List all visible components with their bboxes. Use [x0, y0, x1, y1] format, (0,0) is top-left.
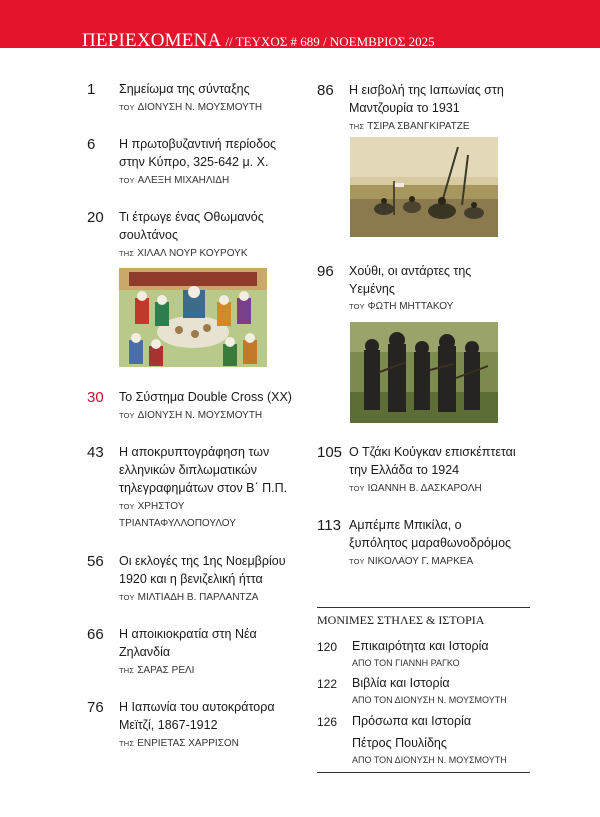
- entry-author: ΤΟΥ ΧΡΗΣΤΟΥ: [119, 501, 185, 512]
- ottoman-feast-illustration: [119, 268, 267, 367]
- entry-page: 30: [87, 389, 104, 406]
- entry-page: 56: [87, 553, 104, 570]
- entry-page: 43: [87, 444, 104, 461]
- entry-title-line: 1920 και η βενιζελική ήττα: [119, 572, 263, 586]
- entry-title-line: τηλεγραφημάτων στον Β΄ Π.Π.: [119, 481, 288, 495]
- entry-title-line: ελληνικών διπλωματικών: [119, 463, 258, 477]
- entry-title-line: σουλτάνος: [119, 228, 178, 242]
- regular-title-line: Πέτρος Πουλίδης: [352, 736, 447, 750]
- entry-page: 113: [317, 517, 341, 534]
- entry-author-line: ΤΡΙΑΝΤΑΦΥΛΛΟΠΟΥΛΟΥ: [119, 518, 236, 529]
- regular-title-line: Πρόσωπα και Ιστορία: [352, 714, 472, 728]
- header-issue: // ΤΕΥΧΟΣ # 689 / ΝΟΕΜΒΡΙΟΣ 2025: [225, 34, 435, 49]
- entry-page: 96: [317, 263, 334, 280]
- regular-page: 126: [317, 715, 338, 729]
- manchuria-invasion-photo: [350, 137, 498, 237]
- entry-author: ΤΟΥ ΑΛΕΞΗ ΜΙΧΑΗΛΙΔΗ: [119, 175, 230, 186]
- entry-title-line: Τι έτρωγε ένας Οθωμανός: [119, 210, 264, 224]
- entry-page: 20: [87, 209, 104, 226]
- entry-page: 1: [87, 81, 96, 98]
- entry-title-line: Αμπέμπε Μπικίλα, ο: [349, 518, 462, 532]
- regular-page: 120: [317, 640, 338, 654]
- entry-page: 105: [317, 444, 343, 461]
- entry-title-line: Η αποικιοκρατία στη Νέα: [119, 627, 257, 641]
- entry-author: ΤΗΣ ΤΣΙΡΑ ΣΒΑΝΓΚΙΡΑΤΖΕ: [349, 121, 470, 132]
- entry-title-line: Ο Τζάκι Κούγκαν επισκέπτεται: [349, 445, 516, 459]
- entry-page: 6: [87, 136, 96, 153]
- entry-page: 76: [87, 699, 104, 716]
- entry-author: ΤΟΥ ΔΙΟΝΥΣΗ Ν. ΜΟΥΣΜΟΥΤΗ: [119, 410, 263, 421]
- regular-author: ΑΠΟ ΤΟΝ ΔΙΟΝΥΣΗ Ν. ΜΟΥΣΜΟΥΤΗ: [352, 695, 507, 705]
- entry-title-line: Η αποκρυπτογράφηση των: [119, 445, 270, 459]
- entry-title: Σημείωμα της σύνταξης: [119, 82, 250, 96]
- entry-author: ΤΗΣ ΧΙΛΑΛ ΝΟΥΡ ΚΟΥΡΟΥΚ: [119, 248, 248, 259]
- entry-page: 66: [87, 626, 104, 643]
- entry-author: ΤΗΣ ΕΝΡΙΕΤΑΣ ΧΑΡΡΙΣΟΝ: [119, 738, 239, 749]
- page-header: [0, 0, 600, 51]
- entry-title-line: Η Ιαπωνία του αυτοκράτορα: [119, 700, 275, 714]
- entry-title-line: στην Κύπρο, 325-642 μ. Χ.: [119, 155, 269, 169]
- entry-title-line: Ζηλανδία: [119, 645, 171, 659]
- regular-author: ΑΠΟ ΤΟΝ ΓΙΑΝΝΗ ΡΑΓΚΟ: [352, 658, 460, 668]
- regular-author: ΑΠΟ ΤΟΝ ΔΙΟΝΥΣΗ Ν. ΜΟΥΣΜΟΥΤΗ: [352, 755, 507, 765]
- regular-page: 122: [317, 677, 338, 691]
- entry-title-line: Μαντζουρία το 1931: [349, 101, 460, 115]
- entry-title-line: Η εισβολή της Ιαπωνίας στη: [349, 83, 504, 97]
- entry-title-line: Μεϊτζί, 1867-1912: [119, 718, 218, 732]
- entry-title-line: Χούθι, οι αντάρτες της: [349, 264, 472, 278]
- entry-author: ΤΗΣ ΣΑΡΑΣ ΡΕΛΙ: [119, 665, 195, 676]
- section-divider-top: [317, 607, 530, 608]
- regular-title: Βιβλία και Ιστορία: [352, 676, 450, 690]
- entry-title-line: την Ελλάδα το 1924: [349, 463, 460, 477]
- entry-title-line: Η πρωτοβυζαντινή περίοδος: [119, 137, 277, 151]
- entry-author: ΤΟΥ ΔΙΟΝΥΣΗ Ν. ΜΟΥΣΜΟΥΤΗ: [119, 102, 263, 113]
- entry-author: ΤΟΥ ΙΩΑΝΝΗ Β. ΔΑΣΚΑΡΟΛΗ: [349, 483, 482, 494]
- section-divider-bottom: [317, 772, 530, 773]
- header-text: [82, 30, 435, 52]
- entry-title-line: ξυπόλητος μαραθωνοδρόμος: [349, 536, 512, 550]
- regular-title: Επικαιρότητα και Ιστορία: [352, 639, 489, 653]
- regular-columns-title: ΜΟΝΙΜΕΣ ΣΤΗΛΕΣ & ΙΣΤΟΡΙΑ: [317, 613, 485, 627]
- header-title: ΠΕΡΙΕΧΟΜΕΝΑ: [82, 30, 222, 51]
- entry-title: Το Σύστημα Double Cross (XX): [119, 390, 292, 404]
- entry-author: ΤΟΥ ΜΙΛΤΙΑΔΗ Β. ΠΑΡΛΑΝΤΖΑ: [119, 592, 259, 603]
- entry-title-line: Υεμένης: [349, 282, 395, 296]
- entry-author: ΤΟΥ ΝΙΚΟΛΑΟΥ Γ. ΜΑΡΚΕΑ: [349, 556, 474, 567]
- entry-author: ΤΟΥ ΦΩΤΗ ΜΗΤΤΑΚΟΥ: [349, 301, 454, 312]
- entry-title-line: Οι εκλογές της 1ης Νοεμβρίου: [119, 554, 286, 568]
- houthi-fighters-photo: [350, 322, 498, 423]
- entry-page: 86: [317, 82, 334, 99]
